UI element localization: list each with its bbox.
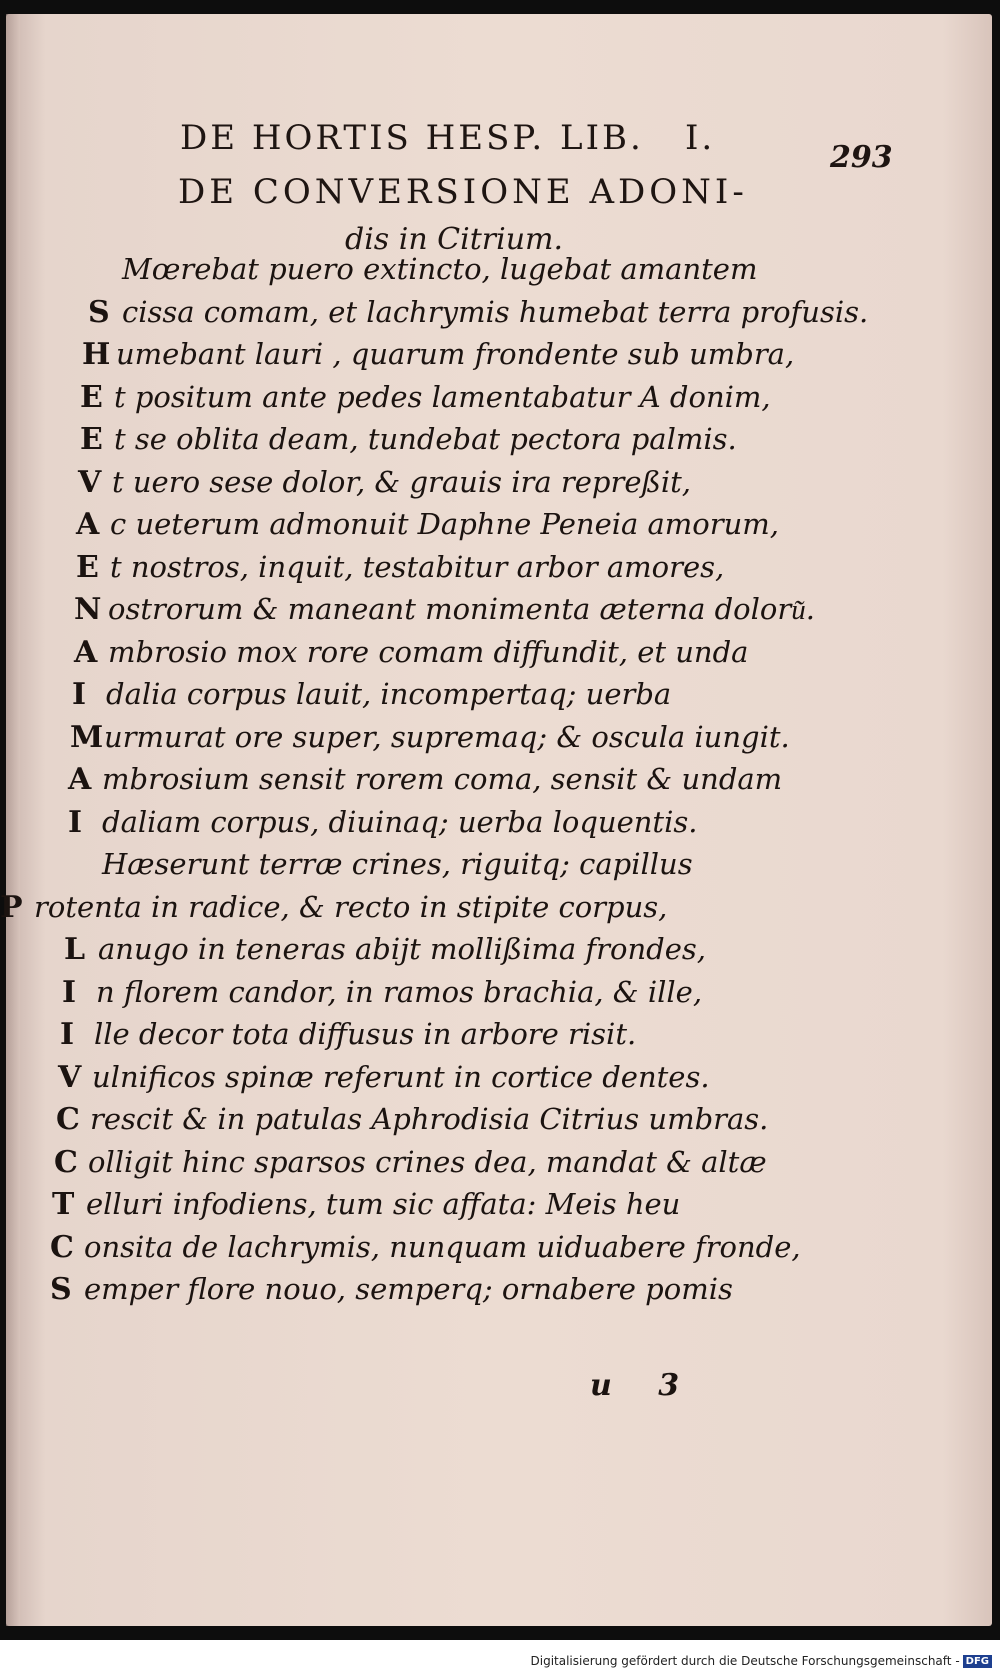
verse-text: cissa comam, et lachrymis humebat terra profusis. [122,294,869,329]
verse-initial: I [68,804,83,840]
verse-line [0,1272,990,1316]
verse-text: mbrosium sensit rorem coma, sensit & undam [102,762,783,796]
verse-text: emper flore nouo, semperq; ornabere pomis [84,1272,733,1306]
verse-initial: I [72,677,87,712]
verse-initial: C [54,1144,78,1180]
verse-line [0,1187,990,1231]
dfg-logo: DFG [963,1655,992,1668]
verse-text: c ueterum admonuit Daphne Peneia amorum, [110,507,780,541]
verse-initial: A [68,762,92,797]
verse-initial: E [80,379,103,415]
verse-line [0,422,990,466]
signature-mark: u 3 [590,1368,698,1403]
verse-line [0,337,990,381]
verse-initial: I [62,974,77,1010]
credit-text: Digitalisierung gefördert durch die Deutsche Forschungsgemeinschaft - [530,1654,960,1668]
verse-text: t positum ante pedes lamentabatur A donim, [114,379,771,414]
verse-line [0,1017,990,1061]
verse-text: rotenta in radice, & recto in stipite corpus, [34,889,668,924]
running-title: DE HORTIS HESP. [180,118,546,158]
verse-text: Hæserunt terræ crines, riguitq; capillus [102,847,693,881]
verse-line [0,592,990,636]
verse-initial: M [70,719,104,755]
verse-initial: A [74,634,98,670]
verse-text: daliam corpus, diuinaq; uerba loquentis. [102,804,698,839]
verse-line [0,1145,990,1189]
verse-text: Mœrebat puero extincto, lugebat amantem [122,252,758,286]
verse-line [0,762,990,806]
book-number: I. [685,118,716,158]
verse-line [0,635,990,679]
verse-line [0,295,990,339]
verse-line [0,380,990,424]
verse-initial: H [82,337,111,372]
verse-initial: E [80,422,103,457]
verse-line [0,720,990,764]
verse-initial: S [88,294,110,330]
verse-initial: V [58,1059,82,1095]
verse-initial: V [78,464,102,500]
verse-text: elluri infodiens, tum sic affata: Meis heu [86,1187,681,1221]
chapter-title-continued: dis in Citrium. [345,222,564,257]
verse-text: umebant lauri , quarum frondente sub umbra, [116,337,795,371]
verse-line [0,1060,990,1104]
chapter-title: DE CONVERSIONE ADONI- [178,172,748,212]
book-label: LIB. [560,118,644,158]
verse-text: mbrosio mox rore comam diffundit, et unda [108,634,749,669]
verse-initial: E [76,549,99,585]
verse-text: urmurat ore super, supremaq; & oscula iungit. [104,719,790,754]
verse-text: dalia corpus lauit, incompertaq; uerba [106,677,672,711]
verse-initial: S [50,1272,72,1307]
verse-text: lle decor tota diffusus in arbore risit. [94,1017,637,1051]
verse-line [0,252,990,296]
verse-line [0,507,990,551]
digitization-credit [531,1654,993,1668]
verse-initial: A [76,507,100,542]
verse-text: rescit & in patulas Aphrodisia Citrius umbras. [90,1102,769,1136]
verse-text: ostrorum & maneant monimenta æterna doloru͂. [108,592,815,626]
verse-line [0,847,990,891]
verse-initial: N [74,592,102,627]
verse-initial: T [52,1187,75,1222]
verse-text: t se oblita deam, tundebat pectora palmis. [114,422,737,456]
verse-line [0,975,990,1019]
verse-line [0,465,990,509]
verse-initial: I [60,1017,75,1052]
verse-line [0,805,990,849]
verse-line [0,1230,990,1274]
verse-text: olligit hinc sparsos crines dea, mandat & altæ [88,1144,767,1179]
verse-text: n florem candor, in ramos brachia, & ille, [96,974,703,1009]
verse-initial: C [56,1102,80,1137]
verse-text: t uero sese dolor, & grauis ira repreßit, [112,464,692,499]
verse-line [0,932,990,976]
verse-text: anugo in teneras abijt mollißima frondes, [98,932,706,966]
verse-initial: C [50,1229,74,1265]
verse-line [0,550,990,594]
running-header [180,118,880,168]
verse-line [0,677,990,721]
verse-initial: P [0,889,23,925]
verse-line [0,1102,990,1146]
verse-text: onsita de lachrymis, nunquam uiduabere fronde, [84,1229,801,1264]
verse-text: ulnificos spinæ referunt in cortice dentes. [92,1059,710,1094]
page-number: 293 [830,140,893,175]
verse-line [0,890,990,934]
verse-text: t nostros, inquit, testabitur arbor amores, [110,549,725,584]
verse-initial: L [64,932,86,967]
